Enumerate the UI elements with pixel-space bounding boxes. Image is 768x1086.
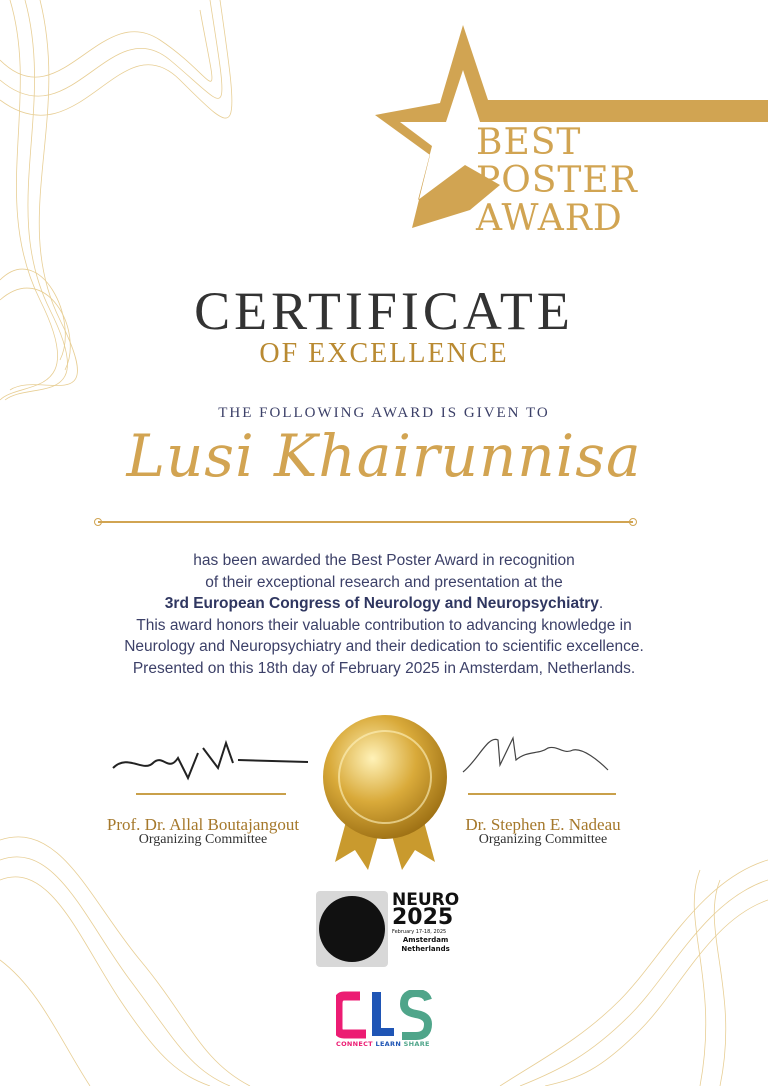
underline-dot-left xyxy=(94,518,102,526)
signatory-role: Organizing Committee xyxy=(138,832,268,847)
recipient-name: Lusi Khairunnisa xyxy=(126,422,642,490)
signatory-name: Dr. Stephen E. Nadeau xyxy=(465,815,621,834)
award-line-2: POSTER xyxy=(476,160,638,201)
body-line: This award honors their valuable contribution to advancing knowledge in xyxy=(136,616,632,634)
award-line-1: BEST xyxy=(476,122,582,163)
signatory-name: Prof. Dr. Allal Boutajangout xyxy=(106,815,300,834)
certificate-subtitle: OF EXCELLENCE xyxy=(259,338,509,369)
given-to-label: THE FOLLOWING AWARD IS GIVEN TO xyxy=(218,405,550,421)
period: . xyxy=(598,595,604,612)
event-city: Amsterdam xyxy=(402,936,449,944)
event-country: Netherlands xyxy=(401,945,450,953)
brain-head-icon xyxy=(319,896,385,962)
signature-left xyxy=(108,738,318,788)
best-poster-award-title xyxy=(476,124,638,238)
cls-logo-icon xyxy=(336,990,434,1040)
year-label: 2025 xyxy=(392,905,454,930)
award-description xyxy=(0,550,768,679)
gold-seal-icon xyxy=(320,712,450,870)
body-line xyxy=(0,593,768,615)
certificate-title: CERTIFICATE xyxy=(194,281,574,341)
cls-connect: CONNECT xyxy=(336,1040,373,1048)
body-line: of their exceptional research and presentation at the xyxy=(205,573,563,591)
neuro-2025-text xyxy=(392,892,459,954)
congress-name: 3rd European Congress of Neurology and Neuropsychiatry xyxy=(164,595,599,612)
cls-share: SHARE xyxy=(403,1040,430,1048)
signature-line-left xyxy=(136,793,286,795)
award-line-3: AWARD xyxy=(476,198,623,239)
neuro-2025-logo xyxy=(316,891,388,967)
name-underline xyxy=(98,521,633,523)
cls-tagline xyxy=(336,1040,430,1048)
cls-learn: LEARN xyxy=(375,1040,402,1048)
neuro-label: NEURO xyxy=(392,890,460,910)
signature-line-right xyxy=(468,793,616,795)
event-dates: February 17-18, 2025 xyxy=(392,929,447,935)
underline-dot-right xyxy=(629,518,637,526)
signatory-role: Organizing Committee xyxy=(478,832,608,847)
body-line: Presented on this 18th day of February 2025 in Amsterdam, Netherlands. xyxy=(132,659,636,677)
body-line: has been awarded the Best Poster Award in recognition xyxy=(193,552,575,569)
signature-right xyxy=(458,730,618,780)
body-line: Neurology and Neuropsychiatry and their dedication to scientific excellence. xyxy=(124,638,644,655)
